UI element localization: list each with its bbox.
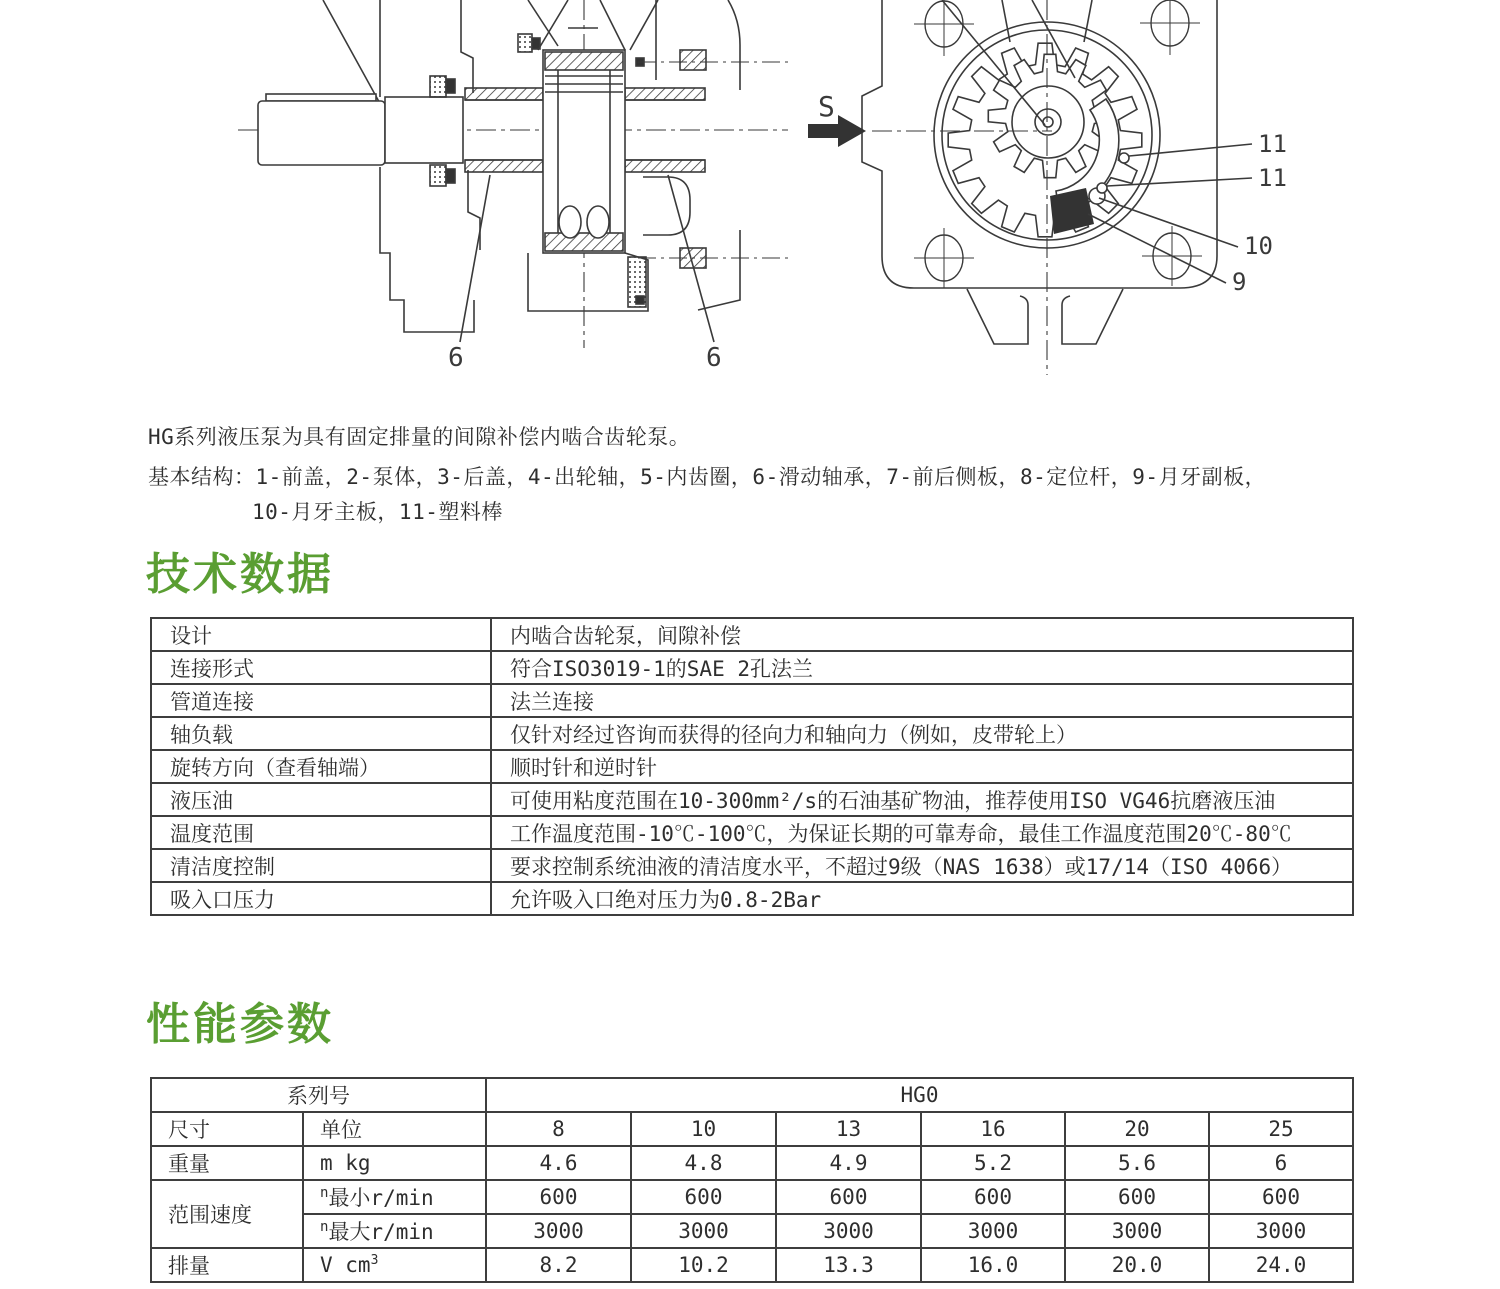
performance-table [150, 1077, 1354, 1283]
tech-row-label: 连接形式 [151, 651, 491, 684]
speed-max-unit: 最大r/min [328, 1220, 434, 1244]
weight-cell: 4.9 [776, 1146, 921, 1180]
speed-min-sup: n [320, 1185, 329, 1201]
speed-min-cell: 600 [1065, 1180, 1209, 1214]
structure-line2: 10-月牙主板，11-塑料棒 [252, 500, 503, 524]
speed-min-cell: 600 [631, 1180, 776, 1214]
table-row [151, 816, 1353, 849]
tech-row-label: 吸入口压力 [151, 882, 491, 915]
speed-max-sup: n [320, 1219, 329, 1235]
weight-cell: 5.2 [921, 1146, 1065, 1180]
size-cell: 16 [921, 1112, 1065, 1146]
part-label-11a: 11 [1258, 130, 1287, 158]
structure-text [148, 460, 1266, 530]
structure-line1 [148, 460, 1266, 495]
table-row [151, 717, 1353, 750]
weight-cell: 6 [1209, 1146, 1353, 1180]
size-label-cell: 尺寸 [151, 1112, 303, 1146]
table-row [151, 1112, 1353, 1146]
displacement-unit: V cm [320, 1253, 371, 1277]
part-label-10: 10 [1244, 232, 1273, 260]
weight-unit-cell: m kg [303, 1146, 486, 1180]
size-cell: 8 [486, 1112, 631, 1146]
speed-min-cell: 600 [486, 1180, 631, 1214]
weight-cell: 4.6 [486, 1146, 631, 1180]
speed-max-unit-cell [303, 1214, 486, 1248]
table-row [151, 750, 1353, 783]
weight-cell: 4.8 [631, 1146, 776, 1180]
inlet-label: S [818, 90, 835, 123]
speed-max-cell: 3000 [1209, 1214, 1353, 1248]
technical-data-title: 技术数据 [146, 549, 334, 600]
size-cell: 10 [631, 1112, 776, 1146]
tech-row-value: 符合ISO3019-1的SAE 2孔法兰 [491, 651, 1353, 684]
gear-assembly [538, 0, 625, 253]
leader-line [630, 0, 658, 50]
plastic-rod-b [1097, 183, 1107, 193]
inlet-arrow-icon [808, 115, 866, 147]
part-label-11b: 11 [1258, 164, 1287, 192]
tech-row-label: 液压油 [151, 783, 491, 816]
displacement-cell: 20.0 [1065, 1248, 1209, 1282]
speed-min-cell: 600 [921, 1180, 1065, 1214]
drive-shaft [258, 94, 463, 165]
tech-row-value: 工作温度范围-10℃-100℃，为保证长期的可靠寿命，最佳工作温度范围20℃-80℃ [491, 816, 1353, 849]
structure-items-1: 1-前盖，2-泵体，3-后盖，4-出轮轴，5-内齿圈，6-滑动轴承，7-前后侧板，8-定位杆，9-月牙副板， [255, 465, 1267, 489]
tech-row-label: 旋转方向（查看轴端） [151, 750, 491, 783]
tech-row-value: 可使用粘度范围在10-300mm²/s的石油基矿物油，推荐使用ISO VG46抗磨液压油 [491, 783, 1353, 816]
speed-min-cell: 600 [1209, 1180, 1353, 1214]
leader-line-11a [1129, 144, 1252, 156]
displacement-unit-cell [303, 1248, 486, 1282]
speed-max-cell: 3000 [776, 1214, 921, 1248]
size-cell: 13 [776, 1112, 921, 1146]
mounting-foot [967, 289, 1123, 344]
table-row [151, 684, 1353, 717]
displacement-cell: 13.3 [776, 1248, 921, 1282]
speed-max-cell: 3000 [1065, 1214, 1209, 1248]
table-row [151, 849, 1353, 882]
port-edge [1084, 0, 1092, 42]
tech-row-label: 轴负载 [151, 717, 491, 750]
displacement-cell: 10.2 [631, 1248, 776, 1282]
tech-row-value: 仅针对经过咨询而获得的径向力和轴向力（例如，皮带轮上） [491, 717, 1353, 750]
intro-text: HG系列液压泵为具有固定排量的间隙补偿内啮合齿轮泵。 [148, 425, 691, 449]
table-row [151, 1180, 1353, 1214]
table-row [151, 1248, 1353, 1282]
speed-min-unit-cell [303, 1180, 486, 1214]
displacement-cell: 16.0 [921, 1248, 1065, 1282]
size-cell: 20 [1065, 1112, 1209, 1146]
tech-row-label: 温度范围 [151, 816, 491, 849]
table-row [151, 882, 1353, 915]
pinion-center [1043, 117, 1053, 127]
table-row [151, 783, 1353, 816]
tech-row-value: 内啮合齿轮泵，间隙补偿 [491, 618, 1353, 651]
speed-max-cell: 3000 [921, 1214, 1065, 1248]
weight-cell: 5.6 [1065, 1146, 1209, 1180]
performance-title: 性能参数 [146, 999, 334, 1050]
part-label-6a: 6 [448, 343, 464, 372]
table-row [151, 618, 1353, 651]
tech-row-label: 清洁度控制 [151, 849, 491, 882]
tech-row-value: 允许吸入口绝对压力为0.8-2Bar [491, 882, 1353, 915]
technical-data-table [150, 617, 1354, 916]
speed-min-cell: 600 [776, 1180, 921, 1214]
tech-row-label: 管道连接 [151, 684, 491, 717]
tech-row-value: 顺时针和逆时针 [491, 750, 1353, 783]
table-row [151, 1146, 1353, 1180]
displacement-cell: 24.0 [1209, 1248, 1353, 1282]
leader-line-9 [1088, 214, 1226, 283]
tech-row-value: 法兰连接 [491, 684, 1353, 717]
pump-body-outline [638, 0, 788, 310]
speed-range-label-cell: 范围速度 [151, 1180, 303, 1248]
part-label-6b: 6 [706, 343, 722, 372]
plastic-rod-a [1119, 153, 1129, 163]
displacement-sup: 3 [370, 1253, 379, 1268]
speed-max-cell: 3000 [631, 1214, 776, 1248]
structure-label: 基本结构： [148, 465, 256, 489]
weight-label-cell: 重量 [151, 1146, 303, 1180]
pump-section-drawing [228, 0, 798, 372]
displacement-label-cell: 排量 [151, 1248, 303, 1282]
displacement-cell: 8.2 [486, 1248, 631, 1282]
tech-row-value: 要求控制系统油液的清洁度水平，不超过9级（NAS 1638）或17/14（ISO 4066） [491, 849, 1353, 882]
leader-line-6a [460, 175, 490, 342]
series-label-cell: 系列号 [151, 1078, 486, 1112]
pump-front-drawing [792, 0, 1304, 380]
series-value-cell: HG0 [486, 1078, 1353, 1112]
table-row [151, 1214, 1353, 1248]
tech-row-label: 设计 [151, 618, 491, 651]
table-row [151, 1078, 1353, 1112]
size-cell: 25 [1209, 1112, 1353, 1146]
part-label-9: 9 [1232, 268, 1247, 296]
table-row [151, 651, 1353, 684]
port-edge [1002, 0, 1010, 42]
speed-min-unit: 最小r/min [328, 1186, 434, 1210]
unit-label-cell: 单位 [303, 1112, 486, 1146]
speed-max-cell: 3000 [486, 1214, 631, 1248]
